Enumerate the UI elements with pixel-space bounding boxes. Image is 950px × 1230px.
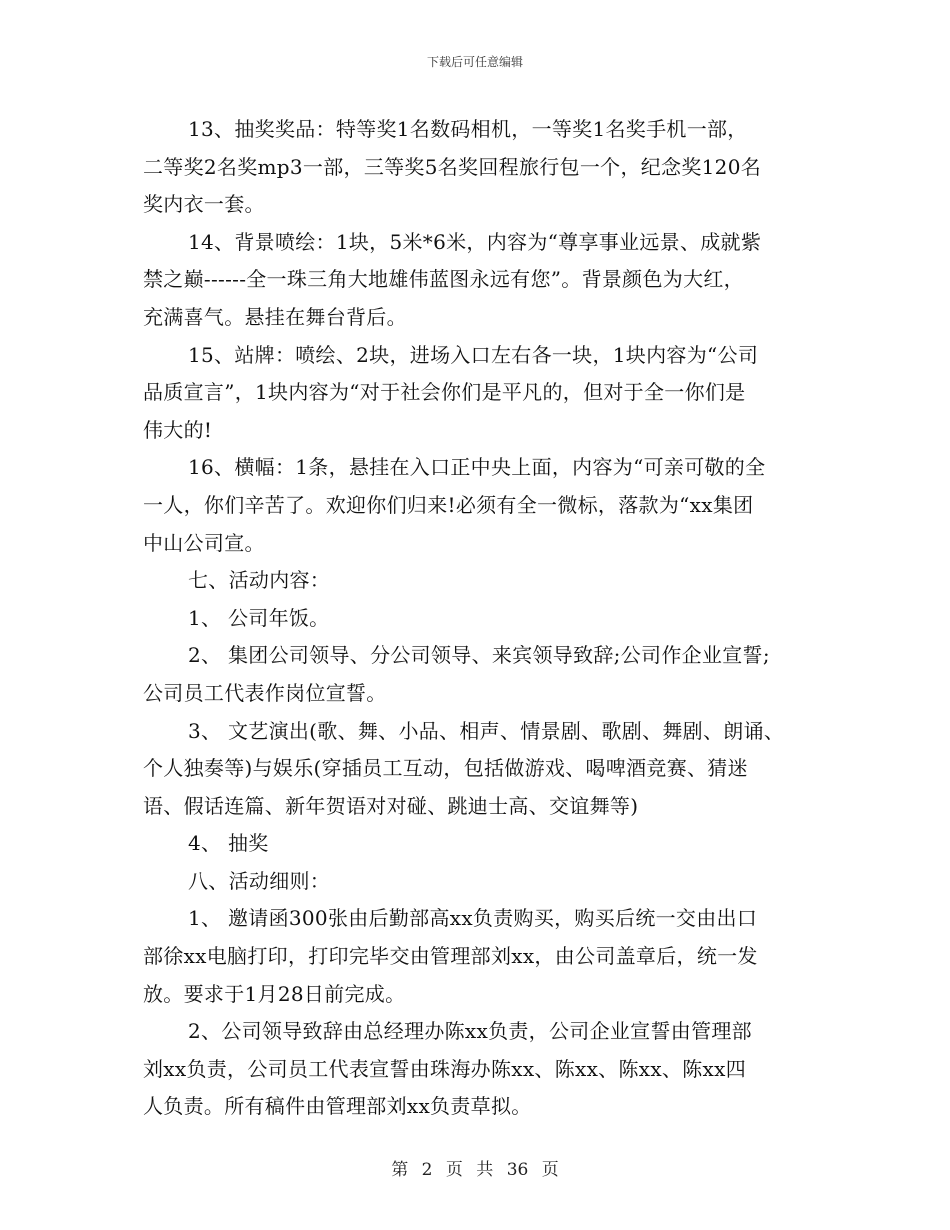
- paragraph-line: 语、假话连篇、新年贺语对对碰、跳迪士高、交谊舞等): [143, 793, 639, 818]
- paragraph-line: 禁之巅------全一珠三角大地雄伟蓝图永远有您”。背景颜色为大红，: [143, 267, 744, 292]
- paragraph-line: 14、背景喷绘：1块，5米*6米，内容为“尊享事业远景、成就紫: [188, 229, 762, 254]
- list-item: 4、 抽奖: [188, 831, 269, 856]
- paragraph-line: 部徐xx电脑打印，打印完毕交由管理部刘xx，由公司盖章后，统一发: [143, 944, 758, 969]
- footer-total-prefix: 共: [476, 1160, 494, 1180]
- list-item: 1、 公司年饭。: [188, 605, 330, 630]
- footer-page-prefix: 第: [391, 1160, 409, 1180]
- paragraph-line: 放。要求于1月28日前完成。: [143, 981, 406, 1006]
- paragraph-line: 公司员工代表作岗位宣誓。: [143, 680, 387, 705]
- list-item: 2、公司领导致辞由总经理办陈xx负责，公司企业宣誓由管理部: [188, 1019, 752, 1044]
- paragraph-line: 人负责。所有稿件由管理部刘xx负责草拟。: [143, 1094, 532, 1119]
- page-header: 下载后可任意编辑: [426, 55, 523, 69]
- paragraph-line: 13、抽奖奖品：特等奖1名数码相机，一等奖1名奖手机一部，: [188, 117, 748, 141]
- paragraph-line: 品质宣言”，1块内容为“对于社会你们是平凡的，但对于全一你们是: [143, 380, 746, 405]
- section-heading: 七、活动内容：: [188, 568, 331, 593]
- paragraph-line: 奖内衣一套。: [143, 192, 265, 217]
- document-body: [143, 111, 813, 1126]
- paragraph-line: 伟大的!: [143, 417, 213, 442]
- section-heading: 八、活动细则：: [188, 868, 331, 893]
- paragraph-line: 二等奖2名奖mp3一部，三等奖5名奖回程旅行包一个，纪念奖120名: [143, 154, 762, 179]
- page-footer: [0, 1155, 950, 1180]
- list-item: 3、 文艺演出(歌、舞、小品、相声、情景剧、歌剧、舞剧、朗诵、: [188, 718, 785, 743]
- paragraph-line: 16、横幅：1条，悬挂在入口正中央上面，内容为“可亲可敬的全: [188, 455, 766, 480]
- paragraph-line: 个人独奏等)与娱乐(穿插员工互动，包括做游戏、喝啤酒竞赛、猜迷: [143, 756, 748, 781]
- footer-total-pages: 36: [506, 1160, 529, 1180]
- paragraph-line: 15、站牌：喷绘、2块，进场入口左右各一块，1块内容为“公司: [188, 342, 759, 367]
- list-item: 1、 邀请函300张由后勤部高xx负责购买，购买后统一交由出口: [188, 906, 758, 931]
- paragraph-line: 一人，你们辛苦了。欢迎你们归来!必须有全一微标，落款为“xx集团: [143, 492, 754, 517]
- footer-page-suffix: 页: [445, 1160, 463, 1180]
- paragraph-line: 中山公司宣。: [143, 530, 265, 555]
- paragraph-line: 充满喜气。悬挂在舞台背后。: [143, 304, 407, 329]
- list-item: 2、 集团公司领导、分公司领导、来宾领导致辞;公司作企业宣誓;: [188, 643, 770, 668]
- footer-page-number: 2: [421, 1160, 433, 1180]
- paragraph-line: 刘xx负责，公司员工代表宣誓由珠海办陈xx、陈xx、陈xx、陈xx四: [143, 1056, 746, 1081]
- footer-total-suffix: 页: [541, 1160, 559, 1180]
